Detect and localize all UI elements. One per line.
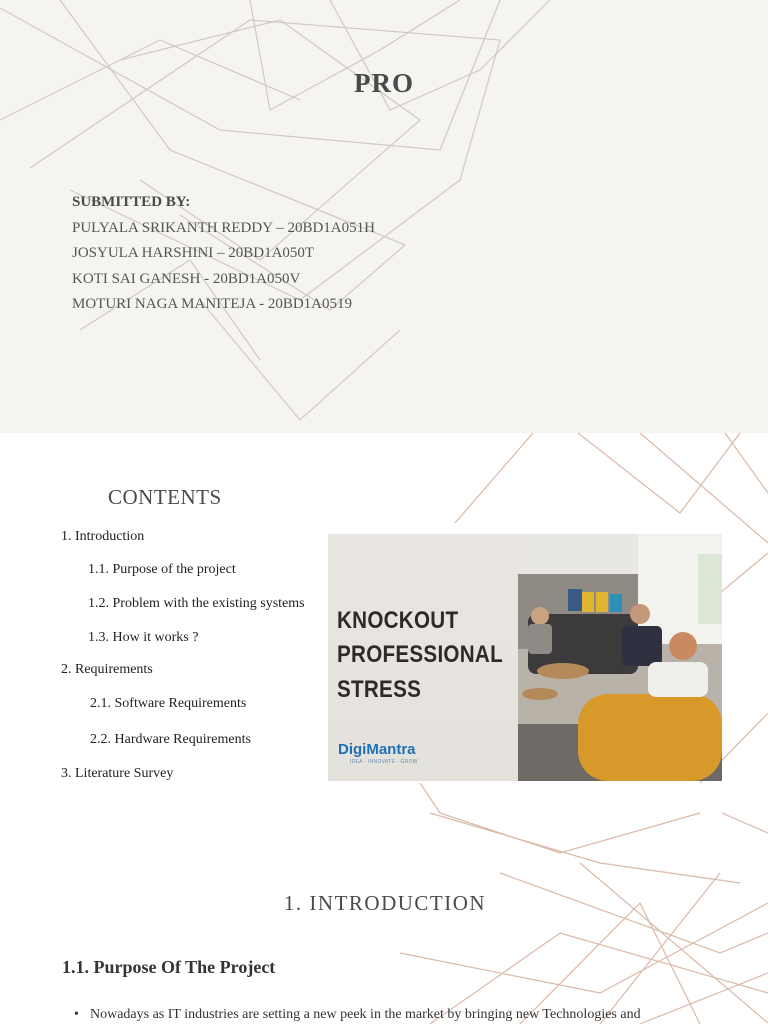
member-name: JOSYULA HARSHINI – 20BD1A050T bbox=[72, 245, 315, 261]
toc-item: 1.2. Problem with the existing systems bbox=[88, 596, 305, 611]
image-headline-line: PROFESSIONAL bbox=[337, 641, 503, 668]
member-name: KOTI SAI GANESH - 20BD1A050V bbox=[72, 270, 301, 287]
toc-item: 3. Literature Survey bbox=[61, 766, 174, 781]
digimantra-tagline: IDEA · INNOVATE · GROW bbox=[350, 759, 418, 765]
introduction-heading: 1. INTRODUCTION bbox=[283, 891, 487, 915]
purpose-bullet bbox=[74, 1007, 716, 1023]
bullet-icon: • bbox=[74, 1007, 79, 1022]
toc-item: 2.1. Software Requirements bbox=[90, 696, 247, 711]
knockout-stress-image bbox=[328, 534, 722, 781]
title-slide bbox=[0, 0, 768, 433]
image-headline-line: STRESS bbox=[337, 676, 422, 703]
purpose-heading: 1.1. Purpose Of The Project bbox=[62, 957, 276, 977]
toc-item: 1.3. How it works ? bbox=[88, 630, 199, 645]
presentation-title: PRO bbox=[354, 68, 414, 98]
toc-item: 1.1. Purpose of the project bbox=[88, 562, 236, 577]
bullet-text: Nowadays as IT industries are setting a new peek in the market by bringing new Technologies and bbox=[90, 1007, 641, 1022]
contents-slide bbox=[0, 433, 768, 1024]
submitted-by-block bbox=[72, 190, 375, 318]
submitted-by-header: SUBMITTED BY: bbox=[72, 194, 191, 210]
digimantra-logo: DigiMantra bbox=[338, 741, 416, 758]
toc-item: 2.2. Hardware Requirements bbox=[90, 732, 251, 747]
image-text-panel bbox=[328, 534, 518, 781]
office-lounge-photo bbox=[518, 534, 722, 781]
toc-item: 1. Introduction bbox=[61, 529, 145, 544]
member-name: MOTURI NAGA MANITEJA - 20BD1A0519 bbox=[72, 296, 352, 312]
contents-heading: CONTENTS bbox=[108, 485, 222, 509]
member-name: PULYALA SRIKANTH REDDY – 20BD1A051H bbox=[72, 219, 375, 236]
image-headline-line: KNOCKOUT bbox=[337, 607, 459, 634]
toc-item: 2. Requirements bbox=[61, 662, 153, 677]
